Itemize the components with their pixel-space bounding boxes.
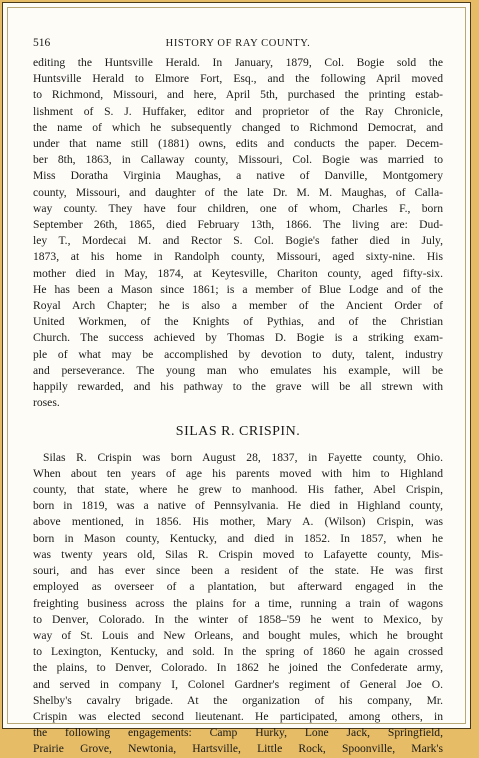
text-line: Huntsville Herald to Elmore Fort, Esq., and the following April moved	[33, 72, 443, 86]
text-line: United Workmen, of the Knights of Pythias, and of the Christian	[33, 315, 443, 329]
text-line: born in Mason county, Kentucky, and died in 1852. In 1857, when he	[33, 531, 443, 545]
page-header	[33, 35, 443, 51]
text-line: ple of what may be accomplished by devotion to duty, talent, industry	[33, 347, 443, 361]
running-title: HISTORY OF RAY COUNTY.	[165, 38, 311, 49]
text-line: roses.	[33, 396, 60, 410]
text-line: county, Missouri, and daughter of the late Dr. M. M. Maughas, of Calla-	[33, 185, 443, 199]
text-line: Silas R. Crispin was born August 28, 1837, in Fayette county, Ohio.	[43, 450, 443, 464]
text-line: lishment of S. J. Huffaker, editor and proprietor of the Ray Chronicle,	[33, 104, 443, 118]
text-line: and perseverance. The young man who emulates his example, will be	[33, 363, 443, 377]
text-line: to Richmond, Missouri, and here, April 5th, purchased the printing estab-	[33, 88, 443, 102]
text-line: the name of which he subsequently changed to Richmond Democrat, and	[33, 120, 443, 134]
text-line: way county. They have four children, one of whom, Charles F., born	[33, 201, 443, 215]
text-line: September 26th, 1865, died February 13th, 1866. The living are: Dud-	[33, 218, 443, 232]
text-line: He has been a Mason since 1861; is a member of Blue Lodge and of the	[33, 282, 443, 296]
text-line: to Denver, Colorado. In the winter of 1858–'59 he went to Mexico, by	[33, 612, 443, 626]
page-number: 516	[33, 37, 51, 49]
text-line: above mentioned, in 1856. His mother, Mary A. (Wilson) Crispin, was	[33, 515, 443, 529]
text-line: mother died in May, 1874, at Keytesville, Chariton county, aged fifty-six.	[33, 266, 443, 280]
text-line: was twenty years old, Silas R. Crispin moved to Lafayette county, Mis-	[33, 547, 443, 561]
page-frame	[2, 2, 471, 756]
text-line: Royal Arch Chapter; he is also a member of the Ancient Order of	[33, 299, 443, 313]
text-line: Shelby's cavalry brigade. At the organization of his company, Mr.	[33, 693, 443, 707]
text-line: Crispin was elected second lieutenant. He participated, among others, in	[33, 709, 443, 723]
text-line: and served in company I, Colonel Gardner's regiment of General Joe O.	[33, 677, 443, 691]
text-line: 1873, at his home in Randolph county, Missouri, aged sixty-nine. His	[33, 250, 443, 264]
text-line: souri, and has ever since been a resident of the state. He was first	[33, 564, 443, 578]
text-line: editing the Huntsville Herald. In January, 1879, Col. Bogie sold the	[33, 56, 443, 69]
text-line: county, that state, where he grew to manhood. His father, Abel Crispin,	[33, 483, 443, 497]
text-line: freighting business across the plains for a time, running a train of wagons	[33, 596, 443, 610]
text-line: to Lexington, Kentucky, and sold. In the spring of 1860 he again crossed	[33, 645, 443, 659]
section-title: SILAS R. CRISPIN.	[175, 424, 301, 440]
text-line: the following engagements: Camp Hurky, Lone Jack, Springfield,	[33, 726, 443, 740]
text-line: Prairie Grove, Newtonia, Hartsville, Little Rock, Spoonville, Mark's	[33, 742, 443, 756]
text-line: Miss Doratha Virginia Maughas, a native of Danville, Montgomery	[33, 169, 443, 183]
text-line: way of St. Louis and New Orleans, and bought mules, which he brought	[33, 628, 443, 642]
text-line: ley T., Mordecai M. and Rector S. Col. Bogie's father died in July,	[33, 234, 443, 248]
text-line: under that name still (1881) owns, edits and conducts the paper. Decem-	[33, 137, 443, 151]
crispin-biography-paragraph	[33, 450, 443, 758]
text-line: ber 8th, 1863, in Callaway county, Missouri, Col. Bogie was married to	[33, 153, 443, 167]
text-line: employed as overseer of a plantation, but afterward engaged in the	[33, 580, 443, 594]
text-line: the plains, to Denver, Colorado. In 1862 he joined the Confederate army,	[33, 661, 443, 675]
bogie-biography-paragraph	[33, 55, 443, 411]
text-line: When about ten years of age his parents moved with him to Highland	[33, 466, 443, 480]
text-line: born in 1819, was a native of Pennsylvania. He died in Highland county,	[33, 499, 443, 513]
text-line: happily rewarded, and his pathway to the grave will be all strewn with	[33, 380, 443, 394]
text-line: Church. The success achieved by Thomas D. Bogie is a striking exam-	[33, 331, 443, 345]
book-page	[33, 35, 443, 758]
